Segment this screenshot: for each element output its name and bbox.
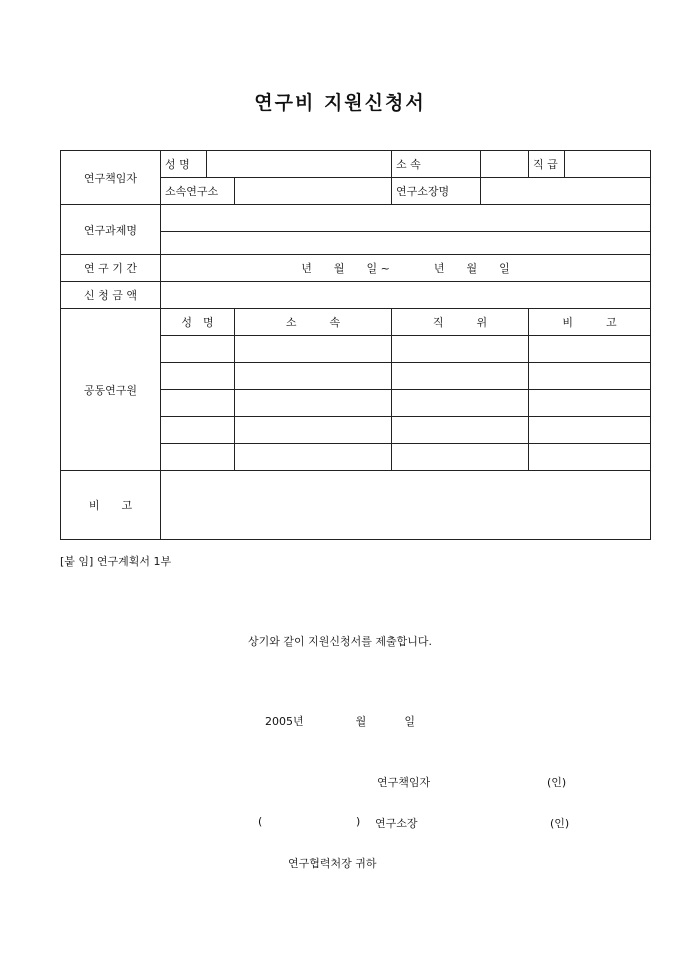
affiliation-label: 소 속 (392, 151, 481, 178)
co-position-cell[interactable] (392, 444, 529, 471)
date-day: 일 (404, 715, 415, 728)
co-name-cell[interactable] (161, 363, 235, 390)
co-position-cell[interactable] (392, 390, 529, 417)
director-name-field[interactable] (481, 178, 651, 205)
co-affiliation-cell[interactable] (235, 363, 392, 390)
project-field-line-2[interactable] (161, 232, 651, 255)
amount-label: 신 청 금 액 (61, 282, 161, 309)
co-affiliation-cell[interactable] (235, 444, 392, 471)
remarks-label: 비 고 (61, 471, 161, 540)
submission-date (0, 713, 680, 729)
project-field-line-1[interactable] (161, 205, 651, 232)
remarks-row (61, 471, 651, 540)
co-researcher-label: 공동연구원 (61, 309, 161, 471)
affiliation-field[interactable] (481, 151, 529, 178)
co-header-name: 성 명 (161, 309, 235, 336)
co-remarks-cell[interactable] (529, 417, 651, 444)
co-affiliation-cell[interactable] (235, 417, 392, 444)
name-field[interactable] (207, 151, 392, 178)
co-position-cell[interactable] (392, 363, 529, 390)
project-label: 연구과제명 (61, 205, 161, 255)
institute-label: 소속연구소 (161, 178, 235, 205)
recipient: 연구협력처장 귀하 (288, 857, 377, 870)
co-name-cell[interactable] (161, 417, 235, 444)
attachment-note: [붙 임] 연구계획서 1부 (60, 555, 172, 568)
co-remarks-cell[interactable] (529, 390, 651, 417)
co-position-cell[interactable] (392, 336, 529, 363)
rank-field[interactable] (565, 151, 651, 178)
period-row (61, 255, 651, 282)
researcher-seal[interactable]: (인) (547, 776, 567, 789)
co-remarks-cell[interactable] (529, 444, 651, 471)
period-value[interactable]: 년 월 일 ~ 년 월 일 (161, 255, 651, 282)
researcher-signature-label: 연구책임자 (377, 776, 431, 789)
co-remarks-cell[interactable] (529, 336, 651, 363)
institute-field[interactable] (235, 178, 392, 205)
name-label: 성 명 (161, 151, 207, 178)
submission-statement: 상기와 같이 지원신청서를 제출합니다. (247, 635, 432, 648)
researcher-row-1 (61, 151, 651, 178)
director-name-label: 연구소장명 (392, 178, 481, 205)
researcher-label: 연구책임자 (61, 151, 161, 205)
director-paren-open: ( (258, 815, 263, 828)
co-name-cell[interactable] (161, 336, 235, 363)
co-affiliation-cell[interactable] (235, 390, 392, 417)
co-name-cell[interactable] (161, 390, 235, 417)
document-title: 연구비 지원신청서 (254, 92, 426, 114)
director-signature-label: 연구소장 (375, 817, 418, 830)
co-header-remarks: 비 고 (529, 309, 651, 336)
co-name-cell[interactable] (161, 444, 235, 471)
co-position-cell[interactable] (392, 417, 529, 444)
co-researcher-header-row (61, 309, 651, 336)
amount-row (61, 282, 651, 309)
director-seal[interactable]: (인) (550, 817, 570, 830)
rank-label: 직 급 (529, 151, 565, 178)
co-affiliation-cell[interactable] (235, 336, 392, 363)
remarks-field[interactable] (161, 471, 651, 540)
co-header-affiliation: 소 속 (235, 309, 392, 336)
period-label: 연 구 기 간 (61, 255, 161, 282)
date-month: 월 (355, 715, 367, 728)
application-form-table (60, 150, 651, 540)
co-remarks-cell[interactable] (529, 363, 651, 390)
project-row-1 (61, 205, 651, 232)
co-header-position: 직 위 (392, 309, 529, 336)
date-year: 2005년 (265, 715, 304, 728)
director-paren-close: ) (356, 815, 361, 828)
amount-field[interactable] (161, 282, 651, 309)
